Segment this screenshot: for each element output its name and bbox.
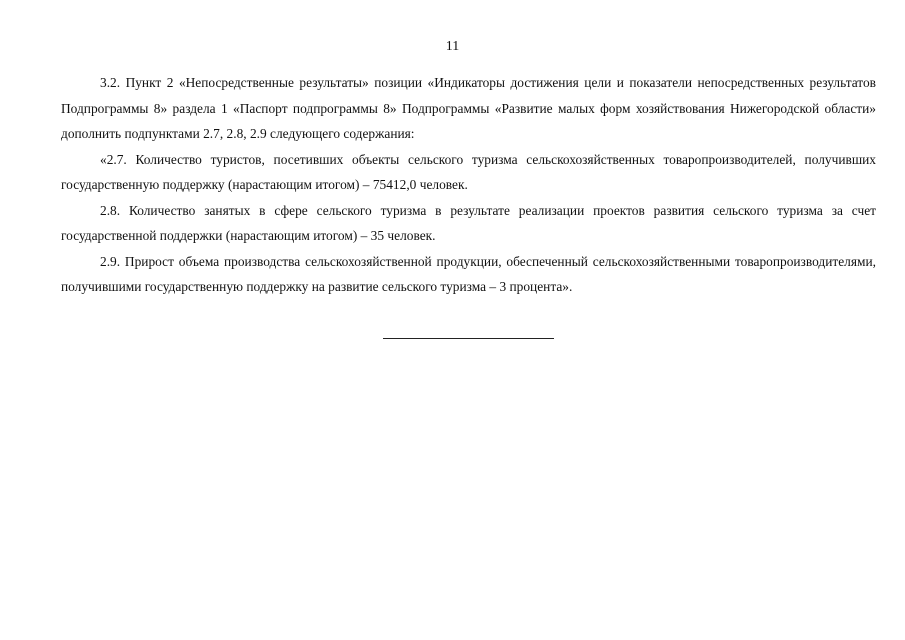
paragraph-3-2: 3.2. Пункт 2 «Непосредственные результаты» позиции «Индикаторы достижения цели и показатели непосредственных результатов Подпрограммы 8» раздела 1 «Паспорт подпрограммы 8» Подпрограммы «Развитие малых форм хозяйствования Нижегородской области» дополнить подпунктами 2.7, 2.8, 2.9 следующего содержания: bbox=[61, 75, 876, 141]
paragraph-2-7: «2.7. Количество туристов, посетивших объекты сельского туризма сельскохозяйственных товаропроизводителей, получивших государственную поддержку (нарастающим итогом) – 75412,0 человек. bbox=[61, 151, 876, 192]
paragraph-2-8: 2.8. Количество занятых в сфере сельского туризма в результате реализации проектов развития сельского туризма за счет государственной поддержки (нарастающим итогом) – 35 человек. bbox=[61, 202, 876, 243]
end-divider bbox=[383, 338, 554, 339]
paragraph-2-9: 2.9. Прирост объема производства сельскохозяйственной продукции, обеспеченный сельскохозяйственными товаропроизводителями, получившими государственную поддержку на развитие сельского туризма – 3 процента». bbox=[61, 253, 876, 294]
page-number: 11 bbox=[445, 39, 460, 54]
document-body bbox=[61, 70, 876, 300]
